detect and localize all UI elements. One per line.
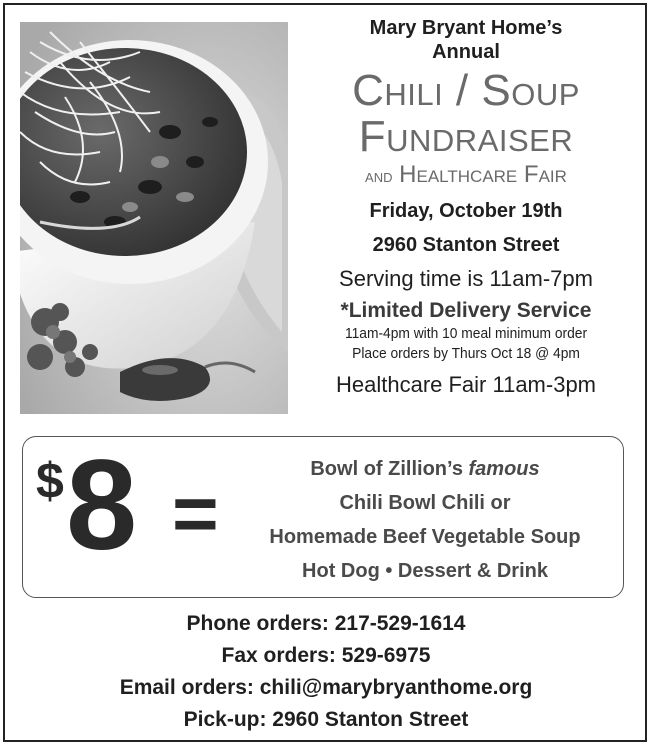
price-currency: $ xyxy=(36,453,64,509)
delivery-line-1: 11am-4pm with 10 meal minimum order xyxy=(344,325,588,342)
subtitle-rest: Healthcare Fair xyxy=(399,161,567,188)
annual-label: Annual xyxy=(432,41,500,63)
subtitle-and: and xyxy=(365,166,393,187)
contact-info xyxy=(20,608,632,736)
menu-line-1-prefix: Bowl of Zillion’s xyxy=(310,458,463,480)
delivery-title: *Limited Delivery Service xyxy=(340,299,592,322)
fax-orders: Fax orders: 529-6975 xyxy=(221,644,431,667)
delivery-line-2: Place orders by Thurs Oct 18 @ 4pm xyxy=(352,345,580,362)
menu-line-3: Homemade Beef Vegetable Soup xyxy=(269,526,581,548)
event-info-column xyxy=(300,16,632,400)
phone-orders: Phone orders: 217-529-1614 xyxy=(186,612,466,635)
menu-line-1 xyxy=(240,452,610,486)
menu-line-1-italic: famous xyxy=(468,458,540,480)
menu-list xyxy=(240,452,610,588)
menu-line-2: Chili Bowl Chili or xyxy=(339,492,511,514)
title-line-2: Fundraiser xyxy=(358,112,574,161)
price-equals: = xyxy=(172,469,219,558)
pickup-address: Pick-up: 2960 Stanton Street xyxy=(183,708,469,731)
menu-line-4: Hot Dog • Dessert & Drink xyxy=(302,560,548,582)
event-date: Friday, October 19th xyxy=(369,200,563,222)
healthcare-fair-time: Healthcare Fair 11am-3pm xyxy=(335,372,597,397)
serving-time: Serving time is 11am-7pm xyxy=(339,266,593,291)
subtitle xyxy=(300,160,632,192)
event-address: 2960 Stanton Street xyxy=(372,234,560,256)
chili-bowl-photo xyxy=(20,22,288,414)
email-orders: Email orders: chili@marybryanthome.org xyxy=(119,676,533,699)
title-line-1: Chili / Soup xyxy=(352,66,580,115)
org-name: Mary Bryant Home’s xyxy=(369,17,563,39)
price-amount: 8 xyxy=(66,434,134,577)
